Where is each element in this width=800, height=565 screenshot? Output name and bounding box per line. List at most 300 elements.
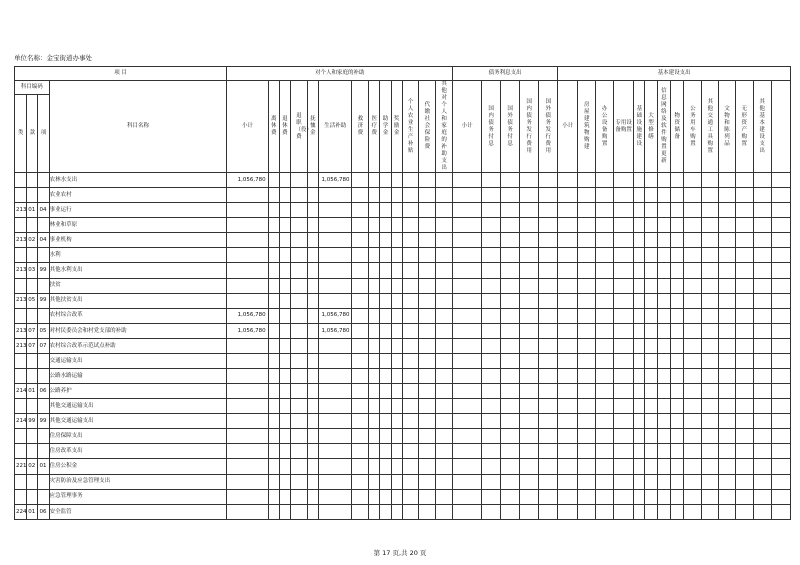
empty-cell xyxy=(702,399,719,414)
code-kuan xyxy=(27,248,38,263)
empty-cell xyxy=(614,278,634,293)
empty-cell xyxy=(453,353,482,368)
empty-cell xyxy=(307,278,318,293)
subject-name: 住房公积金 xyxy=(49,459,227,474)
empty-cell xyxy=(634,338,645,353)
table-row xyxy=(15,293,791,308)
empty-cell xyxy=(419,323,436,338)
header-col-label: 办公设备购置 xyxy=(601,105,608,147)
page-number: 第 17 页,共 20 页 xyxy=(373,549,427,557)
empty-cell xyxy=(614,369,634,384)
empty-cell xyxy=(634,308,645,323)
subject-name: 农业农村 xyxy=(49,188,227,203)
header-col xyxy=(369,81,380,173)
empty-cell xyxy=(735,233,753,248)
empty-cell xyxy=(307,263,318,278)
empty-cell xyxy=(771,233,790,248)
empty-cell xyxy=(369,203,380,218)
empty-cell xyxy=(380,203,391,218)
empty-cell xyxy=(268,489,279,504)
empty-cell xyxy=(753,278,771,293)
code-kuan: 01 xyxy=(27,504,38,519)
empty-cell xyxy=(558,489,578,504)
empty-cell xyxy=(735,308,753,323)
empty-cell xyxy=(279,444,290,459)
empty-cell xyxy=(702,308,719,323)
empty-cell xyxy=(369,444,380,459)
empty-cell xyxy=(719,384,736,399)
empty-cell xyxy=(596,248,614,263)
empty-cell xyxy=(753,384,771,399)
empty-cell xyxy=(771,248,790,263)
subject-name: 事业机构 xyxy=(49,233,227,248)
code-lei xyxy=(15,218,27,233)
empty-cell xyxy=(279,429,290,444)
empty-cell xyxy=(539,323,558,338)
header-col-label: 其他对个人和家庭的补助支出 xyxy=(441,81,447,171)
empty-cell xyxy=(482,338,501,353)
empty-cell xyxy=(753,369,771,384)
empty-cell xyxy=(402,203,419,218)
empty-cell xyxy=(436,233,453,248)
empty-cell xyxy=(380,444,391,459)
code-kuan xyxy=(27,399,38,414)
empty-cell xyxy=(268,293,279,308)
empty-cell xyxy=(657,323,670,338)
empty-cell xyxy=(657,474,670,489)
empty-cell xyxy=(391,203,402,218)
empty-cell xyxy=(291,308,308,323)
empty-cell xyxy=(735,474,753,489)
empty-cell xyxy=(614,429,634,444)
header-col-label: 其他交通工具购置 xyxy=(707,98,713,154)
empty-cell xyxy=(419,353,436,368)
empty-cell xyxy=(539,233,558,248)
empty-cell xyxy=(684,474,702,489)
code-xiang: 04 xyxy=(38,203,49,218)
empty-cell xyxy=(702,218,719,233)
empty-cell xyxy=(735,173,753,188)
empty-cell xyxy=(391,218,402,233)
header-col xyxy=(402,81,419,173)
subject-name: 住房保障支出 xyxy=(49,429,227,444)
empty-cell xyxy=(291,459,308,474)
empty-cell xyxy=(558,248,578,263)
empty-cell xyxy=(279,323,290,338)
empty-cell xyxy=(307,248,318,263)
code-lei: 213 xyxy=(15,233,27,248)
empty-cell xyxy=(482,203,501,218)
header-col xyxy=(318,81,352,173)
empty-cell xyxy=(558,263,578,278)
empty-cell xyxy=(614,233,634,248)
subject-name: 安全监管 xyxy=(49,504,227,519)
empty-cell xyxy=(391,248,402,263)
empty-cell xyxy=(268,474,279,489)
empty-cell xyxy=(558,384,578,399)
empty-cell xyxy=(436,308,453,323)
code-kuan xyxy=(27,278,38,293)
empty-cell xyxy=(352,504,369,519)
empty-cell xyxy=(735,278,753,293)
empty-cell xyxy=(453,218,482,233)
empty-cell xyxy=(634,429,645,444)
empty-cell xyxy=(771,308,790,323)
empty-cell xyxy=(702,173,719,188)
empty-cell xyxy=(501,444,520,459)
empty-cell xyxy=(369,369,380,384)
empty-cell xyxy=(771,399,790,414)
empty-cell xyxy=(558,399,578,414)
code-lei: 213 xyxy=(15,263,27,278)
empty-cell xyxy=(771,504,790,519)
empty-cell xyxy=(657,188,670,203)
empty-cell xyxy=(402,414,419,429)
empty-cell xyxy=(771,293,790,308)
subject-name: 交通运输支出 xyxy=(49,353,227,368)
header-col-label: 大型修缮 xyxy=(648,112,654,140)
empty-cell xyxy=(614,263,634,278)
empty-cell xyxy=(352,218,369,233)
empty-cell xyxy=(645,188,657,203)
header-code-kuan: 款 xyxy=(27,94,38,172)
empty-cell xyxy=(291,414,308,429)
empty-cell xyxy=(419,173,436,188)
empty-cell xyxy=(539,414,558,429)
empty-cell xyxy=(645,384,657,399)
empty-cell xyxy=(634,414,645,429)
empty-cell xyxy=(419,414,436,429)
empty-cell xyxy=(657,203,670,218)
subject-name: 应急管理事务 xyxy=(49,489,227,504)
header-col-label: 个人农业生产补贴 xyxy=(407,98,414,154)
empty-cell xyxy=(558,459,578,474)
empty-cell xyxy=(645,293,657,308)
empty-cell xyxy=(268,203,279,218)
empty-cell xyxy=(558,218,578,233)
code-kuan xyxy=(27,188,38,203)
empty-cell xyxy=(735,203,753,218)
empty-cell xyxy=(501,338,520,353)
empty-cell xyxy=(268,353,279,368)
empty-cell xyxy=(719,188,736,203)
empty-cell xyxy=(596,429,614,444)
empty-cell xyxy=(279,293,290,308)
empty-cell xyxy=(391,293,402,308)
empty-cell xyxy=(307,444,318,459)
empty-cell xyxy=(671,444,684,459)
personal-subtotal xyxy=(227,414,268,429)
empty-cell xyxy=(268,399,279,414)
code-kuan xyxy=(27,369,38,384)
header-col xyxy=(520,81,539,173)
header-col-label: 专用设备购置 xyxy=(615,120,632,133)
empty-cell xyxy=(657,444,670,459)
empty-cell xyxy=(634,384,645,399)
header-col-label: 医疗费 xyxy=(371,116,378,136)
empty-cell xyxy=(419,429,436,444)
empty-cell xyxy=(402,504,419,519)
empty-cell xyxy=(771,338,790,353)
empty-cell xyxy=(453,278,482,293)
living-subsidy xyxy=(318,414,352,429)
empty-cell xyxy=(684,444,702,459)
header-col xyxy=(684,81,702,173)
empty-cell xyxy=(369,384,380,399)
empty-cell xyxy=(419,399,436,414)
empty-cell xyxy=(753,308,771,323)
empty-cell xyxy=(634,233,645,248)
code-lei: 214 xyxy=(15,384,27,399)
empty-cell xyxy=(614,293,634,308)
empty-cell xyxy=(657,399,670,414)
empty-cell xyxy=(596,323,614,338)
empty-cell xyxy=(307,369,318,384)
empty-cell xyxy=(684,414,702,429)
header-col-label: 无形资产购置 xyxy=(741,105,748,147)
empty-cell xyxy=(482,384,501,399)
table-row xyxy=(15,233,791,248)
empty-cell xyxy=(352,278,369,293)
empty-cell xyxy=(402,369,419,384)
empty-cell xyxy=(402,489,419,504)
empty-cell xyxy=(520,278,539,293)
subject-name: 公路水路运输 xyxy=(49,369,227,384)
empty-cell xyxy=(436,504,453,519)
table-row xyxy=(15,459,791,474)
empty-cell xyxy=(684,429,702,444)
empty-cell xyxy=(391,353,402,368)
table-row xyxy=(15,444,791,459)
empty-cell xyxy=(482,323,501,338)
empty-cell xyxy=(380,474,391,489)
empty-cell xyxy=(380,429,391,444)
header-col xyxy=(268,81,279,173)
header-col-label: 国内债务付息 xyxy=(488,105,494,147)
empty-cell xyxy=(539,504,558,519)
empty-cell xyxy=(719,203,736,218)
header-col xyxy=(482,81,501,173)
header-group-capital: 基本建设支出 xyxy=(558,67,791,81)
empty-cell xyxy=(291,489,308,504)
empty-cell xyxy=(268,323,279,338)
empty-cell xyxy=(291,338,308,353)
header-col-label: 基础设施建设 xyxy=(636,105,643,147)
empty-cell xyxy=(391,188,402,203)
empty-cell xyxy=(482,444,501,459)
empty-cell xyxy=(684,323,702,338)
empty-cell xyxy=(419,489,436,504)
empty-cell xyxy=(558,429,578,444)
empty-cell xyxy=(753,338,771,353)
empty-cell xyxy=(634,504,645,519)
code-xiang xyxy=(38,489,49,504)
empty-cell xyxy=(614,399,634,414)
empty-cell xyxy=(671,429,684,444)
empty-cell xyxy=(735,369,753,384)
empty-cell xyxy=(520,188,539,203)
empty-cell xyxy=(380,278,391,293)
empty-cell xyxy=(671,233,684,248)
code-xiang xyxy=(38,218,49,233)
code-lei: 213 xyxy=(15,338,27,353)
empty-cell xyxy=(352,323,369,338)
empty-cell xyxy=(719,504,736,519)
empty-cell xyxy=(391,459,402,474)
code-xiang: 01 xyxy=(38,459,49,474)
empty-cell xyxy=(645,429,657,444)
empty-cell xyxy=(352,459,369,474)
empty-cell xyxy=(539,293,558,308)
empty-cell xyxy=(436,429,453,444)
empty-cell xyxy=(578,248,596,263)
empty-cell xyxy=(501,308,520,323)
empty-cell xyxy=(380,188,391,203)
empty-cell xyxy=(307,308,318,323)
empty-cell xyxy=(268,504,279,519)
empty-cell xyxy=(578,444,596,459)
header-col xyxy=(539,81,558,173)
code-kuan xyxy=(27,353,38,368)
header-col xyxy=(657,81,670,173)
table-row xyxy=(15,384,791,399)
empty-cell xyxy=(657,353,670,368)
empty-cell xyxy=(436,459,453,474)
empty-cell xyxy=(453,323,482,338)
empty-cell xyxy=(369,414,380,429)
header-col xyxy=(436,81,453,173)
empty-cell xyxy=(596,338,614,353)
empty-cell xyxy=(719,459,736,474)
empty-cell xyxy=(657,293,670,308)
empty-cell xyxy=(684,459,702,474)
empty-cell xyxy=(453,293,482,308)
empty-cell xyxy=(482,233,501,248)
empty-cell xyxy=(719,353,736,368)
empty-cell xyxy=(520,384,539,399)
empty-cell xyxy=(614,173,634,188)
subject-name: 农村综合改革示范试点补助 xyxy=(49,338,227,353)
empty-cell xyxy=(501,173,520,188)
empty-cell xyxy=(671,173,684,188)
personal-subtotal xyxy=(227,218,268,233)
empty-cell xyxy=(419,459,436,474)
empty-cell xyxy=(634,293,645,308)
empty-cell xyxy=(369,323,380,338)
empty-cell xyxy=(369,248,380,263)
empty-cell xyxy=(453,369,482,384)
empty-cell xyxy=(671,293,684,308)
empty-cell xyxy=(307,293,318,308)
empty-cell xyxy=(671,248,684,263)
empty-cell xyxy=(520,444,539,459)
empty-cell xyxy=(307,353,318,368)
empty-cell xyxy=(596,459,614,474)
subject-name: 水利 xyxy=(49,248,227,263)
empty-cell xyxy=(520,293,539,308)
empty-cell xyxy=(279,369,290,384)
header-col-label: 退休费 xyxy=(282,116,288,136)
empty-cell xyxy=(645,263,657,278)
empty-cell xyxy=(482,489,501,504)
code-xiang xyxy=(38,173,49,188)
empty-cell xyxy=(735,489,753,504)
code-lei: 224 xyxy=(15,504,27,519)
empty-cell xyxy=(419,263,436,278)
empty-cell xyxy=(436,369,453,384)
empty-cell xyxy=(634,248,645,263)
empty-cell xyxy=(558,323,578,338)
empty-cell xyxy=(596,399,614,414)
empty-cell xyxy=(402,384,419,399)
empty-cell xyxy=(419,248,436,263)
empty-cell xyxy=(684,263,702,278)
empty-cell xyxy=(719,489,736,504)
empty-cell xyxy=(419,218,436,233)
empty-cell xyxy=(501,188,520,203)
empty-cell xyxy=(684,188,702,203)
header-col xyxy=(307,81,318,173)
empty-cell xyxy=(279,173,290,188)
empty-cell xyxy=(307,173,318,188)
empty-cell xyxy=(369,308,380,323)
empty-cell xyxy=(614,384,634,399)
empty-cell xyxy=(380,353,391,368)
empty-cell xyxy=(596,444,614,459)
empty-cell xyxy=(436,414,453,429)
empty-cell xyxy=(520,173,539,188)
header-col xyxy=(578,81,596,173)
subject-name: 灾害防治及应急管理支出 xyxy=(49,474,227,489)
code-kuan: 07 xyxy=(27,323,38,338)
empty-cell xyxy=(578,489,596,504)
code-xiang xyxy=(38,444,49,459)
empty-cell xyxy=(307,459,318,474)
header-col-label: 奖励金 xyxy=(393,116,400,136)
empty-cell xyxy=(268,444,279,459)
code-xiang: 99 xyxy=(38,293,49,308)
empty-cell xyxy=(558,369,578,384)
empty-cell xyxy=(482,353,501,368)
empty-cell xyxy=(391,173,402,188)
empty-cell xyxy=(735,353,753,368)
empty-cell xyxy=(369,173,380,188)
empty-cell xyxy=(453,474,482,489)
empty-cell xyxy=(578,188,596,203)
empty-cell xyxy=(702,203,719,218)
code-kuan: 03 xyxy=(27,263,38,278)
empty-cell xyxy=(291,278,308,293)
empty-cell xyxy=(753,353,771,368)
empty-cell xyxy=(657,369,670,384)
empty-cell xyxy=(501,369,520,384)
personal-subtotal xyxy=(227,203,268,218)
empty-cell xyxy=(578,263,596,278)
empty-cell xyxy=(279,489,290,504)
header-col-label: 退职（役）费 xyxy=(295,112,312,140)
empty-cell xyxy=(719,399,736,414)
empty-cell xyxy=(596,353,614,368)
empty-cell xyxy=(402,218,419,233)
empty-cell xyxy=(719,369,736,384)
code-xiang xyxy=(38,369,49,384)
empty-cell xyxy=(719,248,736,263)
living-subsidy xyxy=(318,338,352,353)
table-row xyxy=(15,338,791,353)
code-lei xyxy=(15,353,27,368)
empty-cell xyxy=(645,504,657,519)
empty-cell xyxy=(735,444,753,459)
